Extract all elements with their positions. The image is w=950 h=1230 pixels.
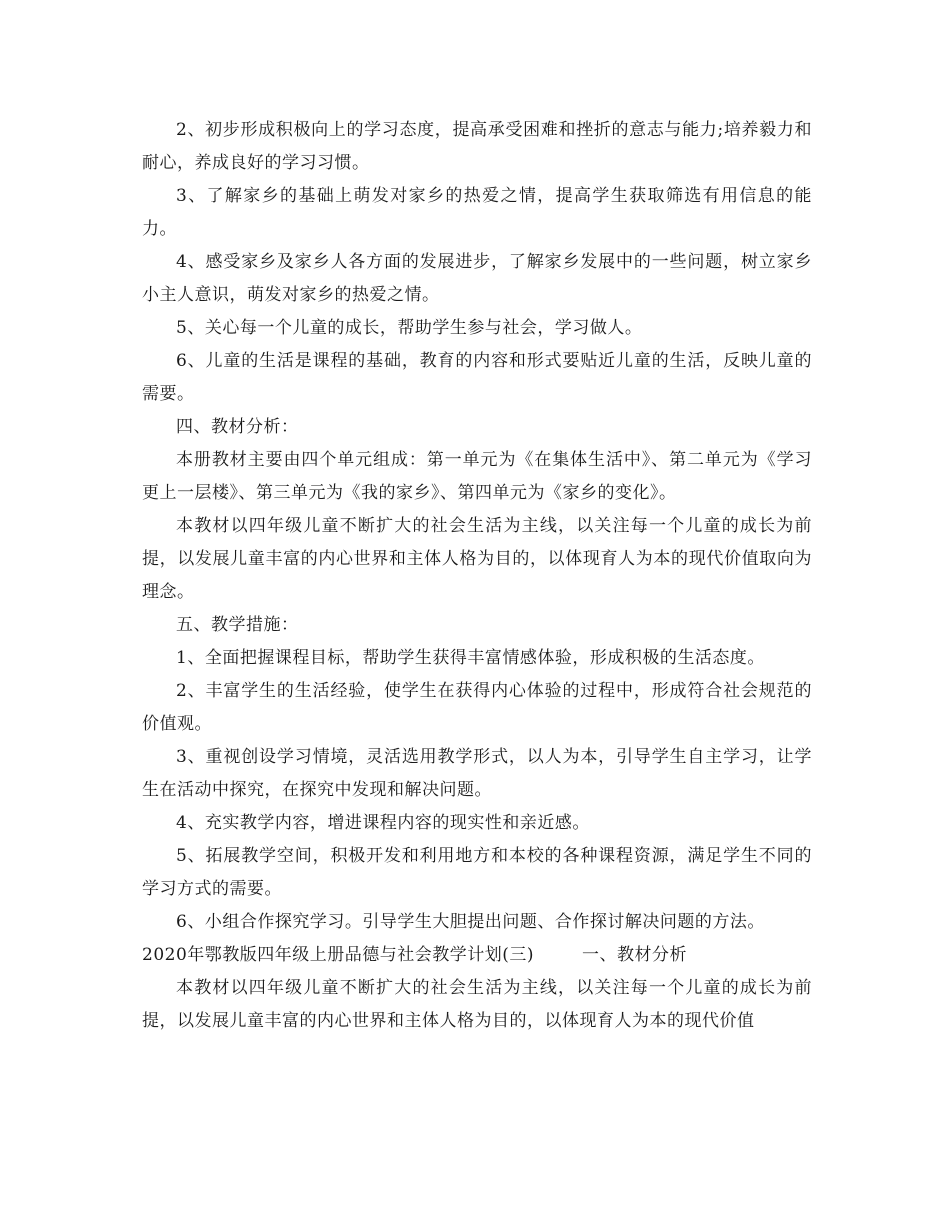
paragraph-measure-4: 4、充实教学内容，增进课程内容的现实性和亲近感。 [176,813,590,833]
paragraph-textbook-theme-repeat: 本教材以四年级儿童不断扩大的社会生活为主线，以关注每一个儿童的成长为前提，以发展儿童丰富的内心世界和主体人格为目的，以体现育人为本的现代价值 [142,978,812,1031]
paragraph-measure-5: 5、拓展教学空间，积极开发和利用地方和本校的各种课程资源，满足学生不同的学习方式的需要。 [142,846,812,899]
document-title: 2020年鄂教版四年级上册品德与社会教学计划(三) [142,945,535,965]
title-line [142,939,812,972]
paragraph-measure-1: 1、全面把握课程目标，帮助学生获得丰富情感体验，形成积极的生活态度。 [176,648,765,668]
heading-teaching-measures: 五、教学措施： [176,615,299,635]
paragraph-goal-3: 3、了解家乡的基础上萌发对家乡的热爱之情，提高学生获取筛选有用信息的能力。 [142,186,812,239]
paragraph-measure-3: 3、重视创设学习情境，灵活选用教学形式，以人为本，引导学生自主学习，让学生在活动中探究，在探究中发现和解决问题。 [142,747,812,800]
paragraph-goal-6: 6、儿童的生活是课程的基础，教育的内容和形式要贴近儿童的生活，反映儿童的需要。 [142,351,812,404]
document-body [142,114,812,1038]
heading-textbook-analysis: 四、教材分析： [176,417,299,437]
paragraph-textbook-theme: 本教材以四年级儿童不断扩大的社会生活为主线，以关注每一个儿童的成长为前提，以发展儿童丰富的内心世界和主体人格为目的，以体现育人为本的现代价值取向为理念。 [142,516,812,602]
paragraph-units: 本册教材主要由四个单元组成：第一单元为《在集体生活中》、第二单元为《学习更上一层楼》、第三单元为《我的家乡》、第四单元为《家乡的变化》。 [142,450,812,503]
paragraph-goal-4: 4、感受家乡及家乡人各方面的发展进步，了解家乡发展中的一些问题，树立家乡小主人意识，萌发对家乡的热爱之情。 [142,252,812,305]
paragraph-measure-2: 2、丰富学生的生活经验，使学生在获得内心体验的过程中，形成符合社会规范的价值观。 [142,681,812,734]
section-heading: 一、教材分析 [582,945,688,965]
paragraph-measure-6: 6、小组合作探究学习。引导学生大胆提出问题、合作探讨解决问题的方法。 [176,912,765,932]
paragraph-goal-2: 2、初步形成积极向上的学习态度，提高承受困难和挫折的意志与能力;培养毅力和耐心，养成良好的学习习惯。 [142,120,812,173]
paragraph-goal-5: 5、关心每一个儿童的成长，帮助学生参与社会，学习做人。 [176,318,643,338]
